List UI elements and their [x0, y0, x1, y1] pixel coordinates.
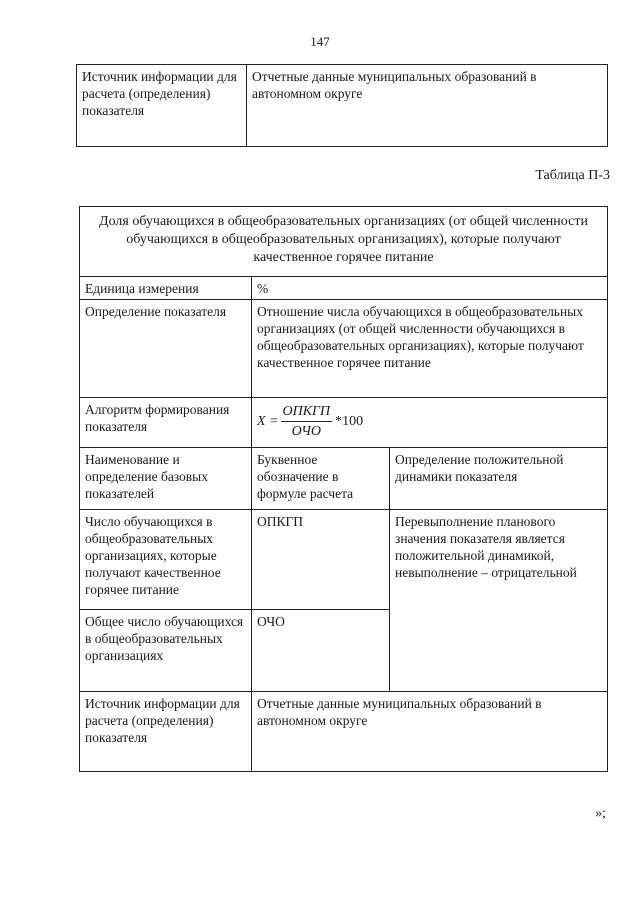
unit-value: %	[252, 277, 608, 300]
formula-multiplier: *100	[335, 414, 364, 429]
source-label: Источник информации для расчета (определения) показателя	[80, 692, 252, 772]
formula	[257, 403, 602, 440]
table-row	[80, 277, 608, 300]
closing-quote-mark: »;	[595, 806, 606, 821]
base-indicator-name: Общее число обучающихся в общеобразовательных организациях	[80, 610, 252, 692]
indicator-table	[79, 206, 608, 772]
base-indicator-name: Число обучающихся в общеобразовательных организациях, которые получают качественное горячее питание	[80, 510, 252, 610]
table-row	[80, 692, 608, 772]
table-row	[77, 65, 608, 147]
indicator-title: Доля обучающихся в общеобразовательных организациях (от общей численности обучающихся в общеобразовательных организациях), которые получают качественное горячее питание	[80, 207, 608, 277]
column-header-letter: Буквенное обозначение в формуле расчета	[252, 448, 390, 510]
table-row	[80, 300, 608, 398]
unit-label: Единица измерения	[80, 277, 252, 300]
table-row	[80, 207, 608, 277]
base-indicator-letter: ОПКГП	[252, 510, 390, 610]
column-header-dynamics: Определение положительной динамики показателя	[390, 448, 608, 510]
formula-fraction	[281, 403, 333, 440]
table-label: Таблица П-3	[535, 168, 610, 183]
algorithm-label: Алгоритм формирования показателя	[80, 398, 252, 448]
formula-denominator: ОЧО	[291, 424, 321, 439]
page-number: 147	[310, 34, 330, 49]
formula-lhs: X =	[257, 414, 279, 429]
table-row	[80, 448, 608, 510]
table-row	[80, 398, 608, 448]
column-header-name: Наименование и определение базовых показателей	[80, 448, 252, 510]
formula-numerator: ОПКГП	[281, 403, 333, 422]
definition-value: Отношение числа обучающихся в общеобразовательных организациях (от общей численности обучающихся в общеобразовательных организациях), которые получают качественное горячее питание	[252, 300, 608, 398]
formula-cell	[252, 398, 608, 448]
table-row	[80, 510, 608, 610]
source-label: Источник информации для расчета (определения) показателя	[77, 65, 247, 147]
source-table-fragment	[76, 64, 608, 147]
base-indicator-letter: ОЧО	[252, 610, 390, 692]
source-value: Отчетные данные муниципальных образований в автономном округе	[247, 65, 608, 147]
definition-label: Определение показателя	[80, 300, 252, 398]
dynamics-value: Перевыполнение планового значения показателя является положительной динамикой, невыполнение – отрицательной	[390, 510, 608, 692]
source-value: Отчетные данные муниципальных образований в автономном округе	[252, 692, 608, 772]
